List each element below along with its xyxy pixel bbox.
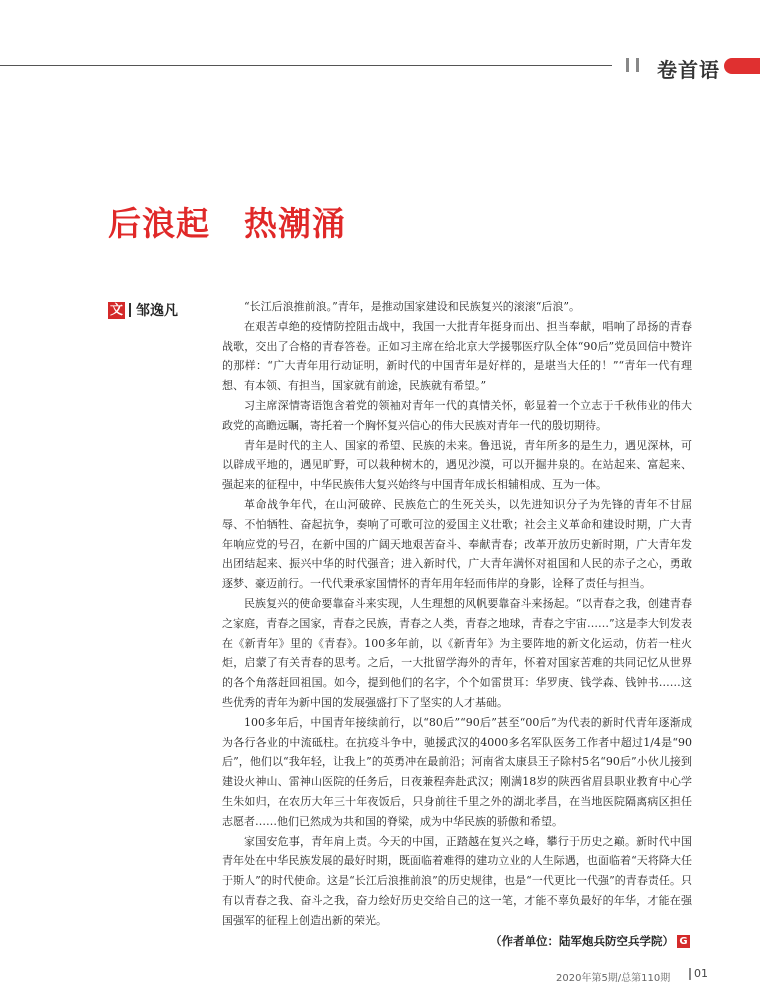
header-rule <box>0 65 612 66</box>
issue-info: 2020年第5期/总第110期 <box>556 973 671 984</box>
paragraph: 在艰苦卓绝的疫情防控阻击战中，我国一大批青年挺身而出、担当奉献，唱响了昂扬的青春战歌，交出了合格的青春答卷。正如习主席在给北京大学援鄂医疗队全体“90后”党员回信中赞许的那样：“广大青年用行动证明，新时代的中国青年是好样的，是堪当大任的！”“青年一代有理想、有本领、有担当，国家就有前途，民族就有希望。” <box>222 319 692 393</box>
end-mark-icon: G <box>677 935 690 948</box>
header-separator <box>636 58 639 72</box>
paragraph: 习主席深情寄语饱含着党的领袖对青年一代的真情关怀，彰显着一个立志于千秋伟业的伟大政党的高瞻远瞩，寄托着一个胸怀复兴信心的伟大民族对青年一代的殷切期待。 <box>222 398 692 432</box>
page-number: 01 <box>694 967 708 980</box>
header-separator <box>626 58 629 72</box>
section-title: 卷首语 <box>657 58 720 82</box>
article-body <box>222 297 692 931</box>
author-name: 邹逸凡 <box>136 303 178 319</box>
byline-divider <box>129 303 131 317</box>
section-tab-marker <box>724 58 760 74</box>
byline <box>108 300 178 320</box>
paragraph: 民族复兴的使命要靠奋斗来实现，人生理想的风帆要靠奋斗来扬起。“以青春之我，创建青春之家庭，青春之国家，青春之民族，青春之人类，青春之地球，青春之宇宙……”这是李大钊发表在《新青年》里的《青春》。100多年前，以《新青年》为主要阵地的新文化运动，仿若一柱火炬，启蒙了有关青春的思考。之后，一大批留学海外的青年，怀着对国家苦难的共同记忆从世界的各个角落赶回祖国。如今，提到他们的名字，个个如雷贯耳：华罗庚、钱学森、钱钟书……这些优秀的青年为新中国的发展强盛打下了坚实的人才基础。 <box>222 596 692 709</box>
paragraph: “长江后浪推前浪。”青年，是推动国家建设和民族复兴的滚滚“后浪”。 <box>244 300 580 313</box>
paragraph: 青年是时代的主人、国家的希望、民族的未来。鲁迅说，青年所多的是生力，遇见深林，可以辟成平地的，遇见旷野，可以栽种树木的，遇见沙漠，可以开掘井泉的。在站起来、富起来、强起来的征程中，中华民族伟大复兴始终与中国青年成长相辅相成、互为一体。 <box>222 438 692 492</box>
author-affiliation <box>490 933 690 949</box>
paragraph: 家国安危事，青年肩上责。今天的中国，正踏越在复兴之峰，攀行于历史之巅。新时代中国青年处在中华民族发展的最好时期，既面临着难得的建功立业的人生际遇，也面临着“天将降大任于斯人”的时代使命。这是“长江后浪推前浪”的历史规律，也是“一代更比一代强”的青春责任。只有以青春之我、奋斗之我，奋力绘好历史交给自己的这一笔，才能不辜负最好的年华，才能在强国强军的征程上创造出新的荣光。 <box>222 834 692 927</box>
footer-divider <box>689 968 691 980</box>
author-unit-text: （作者单位：陆军炮兵防空兵学院） <box>490 934 674 948</box>
byline-badge: 文 <box>109 302 123 318</box>
article-title: 后浪起 热潮涌 <box>108 204 346 243</box>
paragraph: 100多年后，中国青年接续前行，以“80后”“90后”甚至“00后”为代表的新时代青年逐渐成为各行各业的中流砥柱。在抗疫斗争中，驰援武汉的4000多名军队医务工作者中超过1/4是“90后”，他们以“我年轻，让我上”的英勇冲在最前沿；河南省太康县王子除村5名“90后”小伙儿接到建设火神山、雷神山医院的任务后，日夜兼程奔赴武汉；刚满18岁的陕西省眉县职业教育中心学生朱如归，在农历大年三十年夜饭后，只身前往千里之外的湖北孝昌，在当地医院隔离病区担任志愿者……他们已然成为共和国的脊梁，成为中华民族的骄傲和希望。 <box>222 715 692 828</box>
paragraph: 革命战争年代，在山河破碎、民族危亡的生死关头，以先进知识分子为先锋的青年不甘屈辱、不怕牺牲、奋起抗争，奏响了可歌可泣的爱国主义壮歌；社会主义革命和建设时期，广大青年响应党的号召，在新中国的广阔天地艰苦奋斗、奉献青春；改革开放历史新时期，广大青年发出团结起来、振兴中华的时代强音；进入新时代，广大青年满怀对祖国和人民的赤子之心，勇敢逐梦、豪迈前行。一代代秉承家国情怀的青年用年轻而伟岸的身影，诠释了责任与担当。 <box>222 497 692 591</box>
